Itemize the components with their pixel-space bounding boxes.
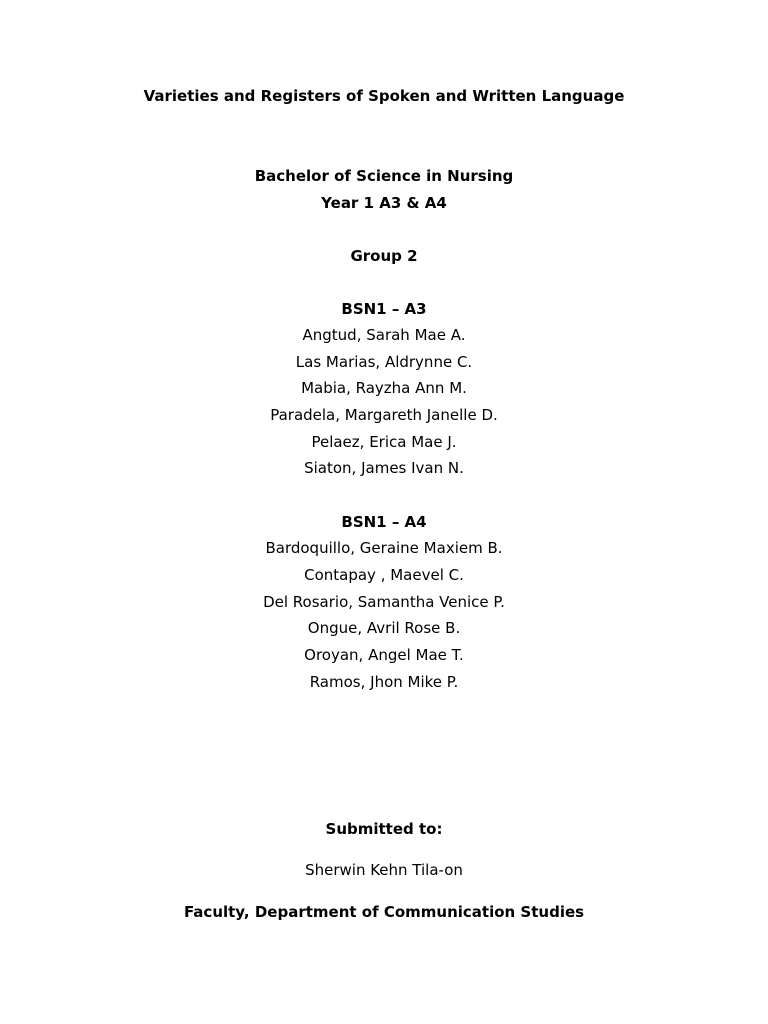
- member-name: Del Rosario, Samantha Venice P.: [263, 593, 505, 611]
- submitted-label: Submitted to:: [325, 820, 443, 838]
- document-title: Varieties and Registers of Spoken and Written Language: [143, 87, 625, 105]
- group-label: Group 2: [350, 247, 418, 265]
- member-name: Bardoquillo, Geraine Maxiem B.: [265, 539, 503, 557]
- section-heading-a4: BSN1 – A4: [341, 513, 427, 531]
- member-name: Angtud, Sarah Mae A.: [302, 326, 466, 344]
- faculty-line: Faculty, Department of Communication Studies: [183, 903, 585, 921]
- section-heading-a3: BSN1 – A3: [341, 300, 427, 318]
- year-sections: Year 1 A3 & A4: [321, 194, 447, 212]
- member-name: Pelaez, Erica Mae J.: [311, 433, 457, 451]
- member-name: Las Marias, Aldrynne C.: [295, 353, 473, 371]
- member-name: Paradela, Margareth Janelle D.: [270, 406, 498, 424]
- submitted-to-name: Sherwin Kehn Tila-on: [305, 861, 463, 879]
- member-name: Contapay , Maevel C.: [304, 566, 464, 584]
- member-name: Ongue, Avril Rose B.: [307, 619, 461, 637]
- member-name: Siaton, James Ivan N.: [304, 459, 464, 477]
- member-name: Ramos, Jhon Mike P.: [309, 673, 459, 691]
- member-name: Oroyan, Angel Mae T.: [304, 646, 464, 664]
- member-name: Mabia, Rayzha Ann M.: [301, 379, 467, 397]
- program-name: Bachelor of Science in Nursing: [254, 167, 514, 185]
